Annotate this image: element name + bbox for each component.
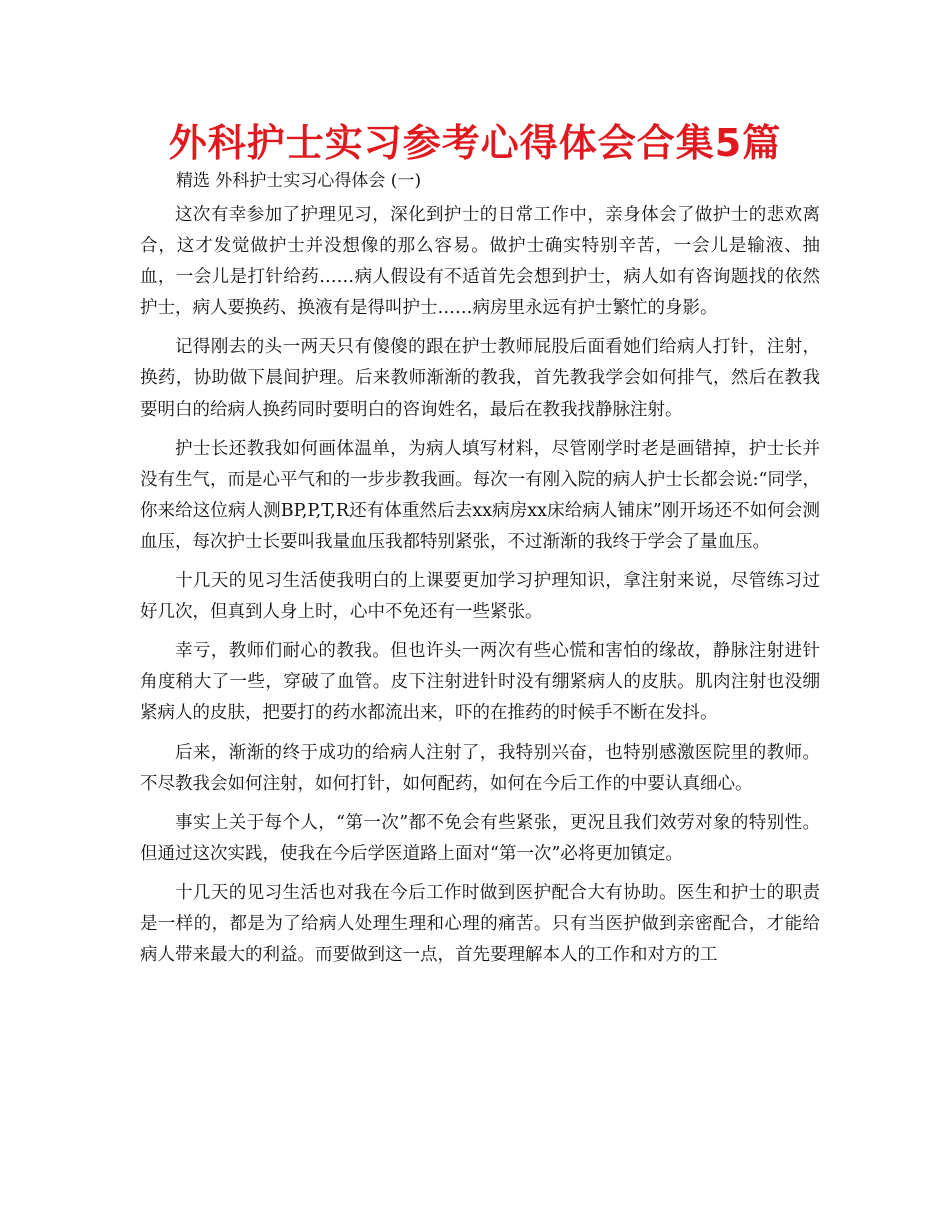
paragraph: 事实上关于每个人，“第一次”都不免会有些紧张，更况且我们效劳对象的特别性。但通过这次实践，使我在今后学医道路上面对“第一次”必将更加镇定。	[140, 812, 820, 864]
paragraph: 这次有幸参加了护理见习，深化到护士的日常工作中，亲身体会了做护士的悲欢离合，这才发觉做护士并没想像的那么容易。做护士确实特别辛苦，一会儿是输液、抽血，一会儿是打针给药……病人假设有不适首先会想到护士，病人如有咨询题找的依然护士，病人要换药、换液有是得叫护士……病房里永远有护士繁忙的身影。	[140, 205, 820, 319]
paragraph: 护士长还教我如何画体温单，为病人填写材料，尽管刚学时老是画错掉，护士长并没有生气，而是心平气和的一步步教我画。每次一有刚入院的病人护士长都会说:“同学，你来给这位病人测BP,P,T,R还有体重然后去xx病房xx床给病人铺床”刚开场还不如何会测血压，每次护士长要叫我量血压我都特别紧张，不过渐渐的我终于学会了量血压。	[140, 438, 820, 552]
document-title: 外科护士实习参考心得体会合集5篇	[168, 121, 782, 165]
document-body	[140, 200, 820, 979]
section-subtitle: 精选 外科护士实习心得体会 (一)	[176, 171, 422, 191]
paragraph: 记得刚去的头一两天只有傻傻的跟在护士教师屁股后面看她们给病人打针，注射，换药，协助做下晨间护理。后来教师渐渐的教我，首先教我学会如何排气，然后在教我要明白的给病人换药同时要明白的咨询姓名，最后在教我找静脉注射。	[140, 337, 820, 420]
paragraph: 十几天的见习生活使我明白的上课要更加学习护理知识，拿注射来说，尽管练习过好几次，但真到人身上时，心中不免还有一些紧张。	[140, 571, 820, 623]
paragraph: 十几天的见习生活也对我在今后工作时做到医护配合大有协助。医生和护士的职责是一样的，都是为了给病人处理生理和心理的痛苦。只有当医护做到亲密配合，才能给病人带来最大的利益。而要做到这一点，首先要理解本人的工作和对方的工	[140, 882, 820, 966]
paragraph: 幸亏，教师们耐心的教我。但也许头一两次有些心慌和害怕的缘故，静脉注射进针角度稍大了一些，穿破了血管。皮下注射进针时没有绷紧病人的皮肤。肌肉注射也没绷紧病人的皮肤，把要打的药水都流出来，吓的在推药的时候手不断在发抖。	[140, 641, 820, 724]
paragraph: 后来，渐渐的终于成功的给病人注射了，我特别兴奋，也特别感激医院里的教师。不尽教我会如何注射，如何打针，如何配药，如何在今后工作的中要认真细心。	[140, 742, 820, 794]
